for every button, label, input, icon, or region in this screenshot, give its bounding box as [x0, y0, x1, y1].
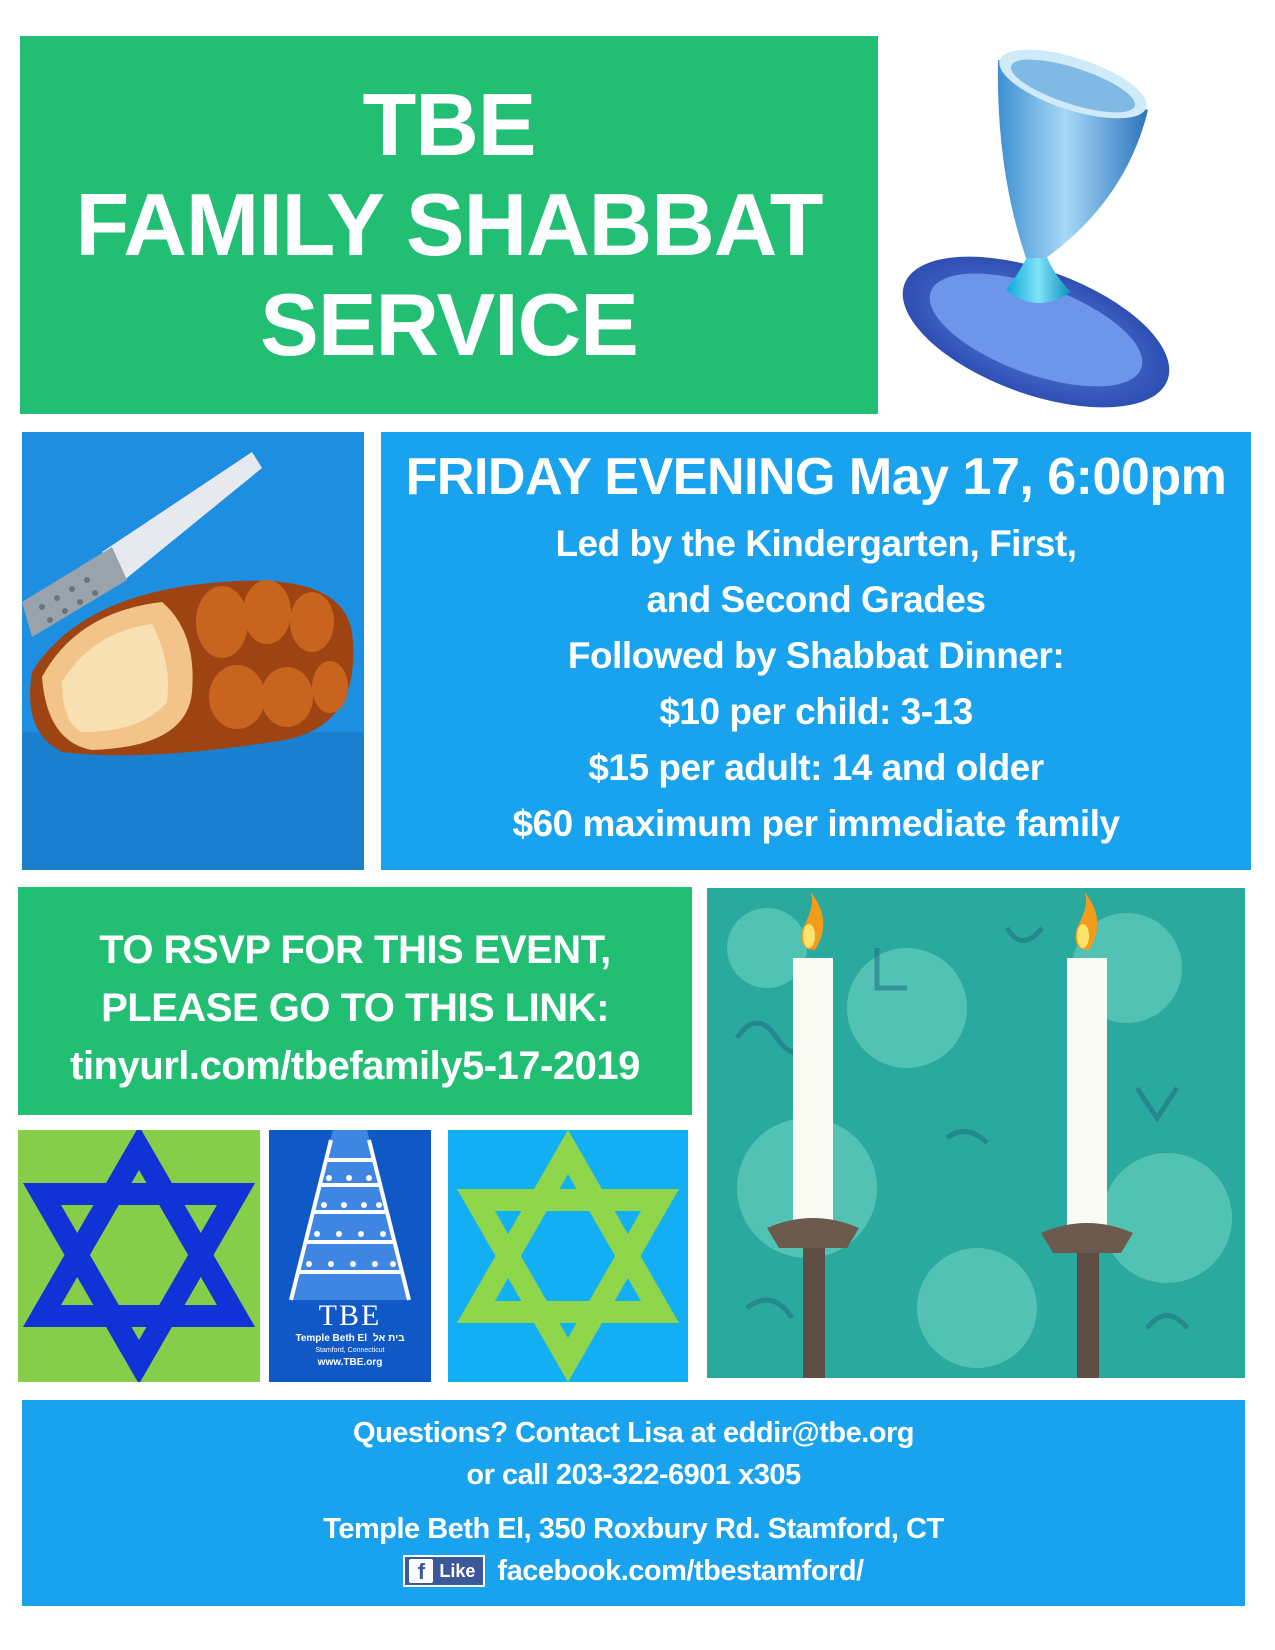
kiddush-cup-icon — [886, 30, 1226, 420]
event-detail-line: Followed by Shabbat Dinner: — [567, 635, 1065, 676]
star-of-david-icon — [448, 1130, 688, 1382]
facebook-like-button[interactable] — [403, 1555, 485, 1587]
event-detail-line: and Second Grades — [646, 579, 986, 620]
star-tile-blue — [448, 1130, 688, 1382]
like-label: Like — [439, 1560, 476, 1581]
event-date-time: FRIDAY EVENING May 17, 6:00pm — [405, 448, 1227, 506]
event-detail-line: Led by the Kindergarten, First, — [555, 523, 1077, 564]
rsvp-line-2: PLEASE GO TO THIS LINK: — [101, 986, 609, 1030]
logo-hebrew: בית אל — [372, 1333, 405, 1344]
facebook-row — [22, 1550, 1245, 1592]
price-family-max: $60 maximum per immediate family — [512, 803, 1120, 844]
contact-footer — [22, 1400, 1245, 1606]
price-adult: $15 per adult: 14 and older — [588, 747, 1044, 788]
title-line-1: TBE — [362, 75, 536, 174]
rsvp-link[interactable]: tinyurl.com/tbefamily5-17-2019 — [70, 1044, 640, 1088]
title-line-2: FAMILY SHABBAT — [75, 175, 823, 274]
price-child: $10 per child: 3-13 — [659, 691, 973, 732]
title-line-3: SERVICE — [260, 275, 638, 374]
rsvp-panel — [18, 887, 692, 1115]
shabbat-candles-painting — [707, 888, 1245, 1378]
star-of-david-icon — [18, 1130, 260, 1382]
rsvp-line-1: TO RSVP FOR THIS EVENT, — [99, 928, 611, 972]
logo-org: Temple Beth El — [295, 1333, 367, 1344]
logo-name: TBE — [318, 1299, 382, 1332]
logo-url: www.TBE.org — [317, 1357, 383, 1368]
contact-phone-line[interactable]: or call 203-322-6901 x305 — [466, 1459, 801, 1491]
challah-photo — [22, 432, 364, 870]
facebook-f-icon: f — [409, 1559, 433, 1583]
title-banner — [20, 36, 878, 414]
contact-email-line[interactable]: Questions? Contact Lisa at eddir@tbe.org — [353, 1417, 914, 1449]
address: Temple Beth El, 350 Roxbury Rd. Stamford, CT — [323, 1513, 944, 1545]
star-tile-green — [18, 1130, 260, 1382]
tbe-logo — [269, 1130, 431, 1382]
logo-location: Stamford, Connecticut — [315, 1347, 385, 1354]
event-info-panel — [381, 432, 1251, 870]
facebook-link[interactable]: facebook.com/tbestamford/ — [497, 1555, 864, 1587]
